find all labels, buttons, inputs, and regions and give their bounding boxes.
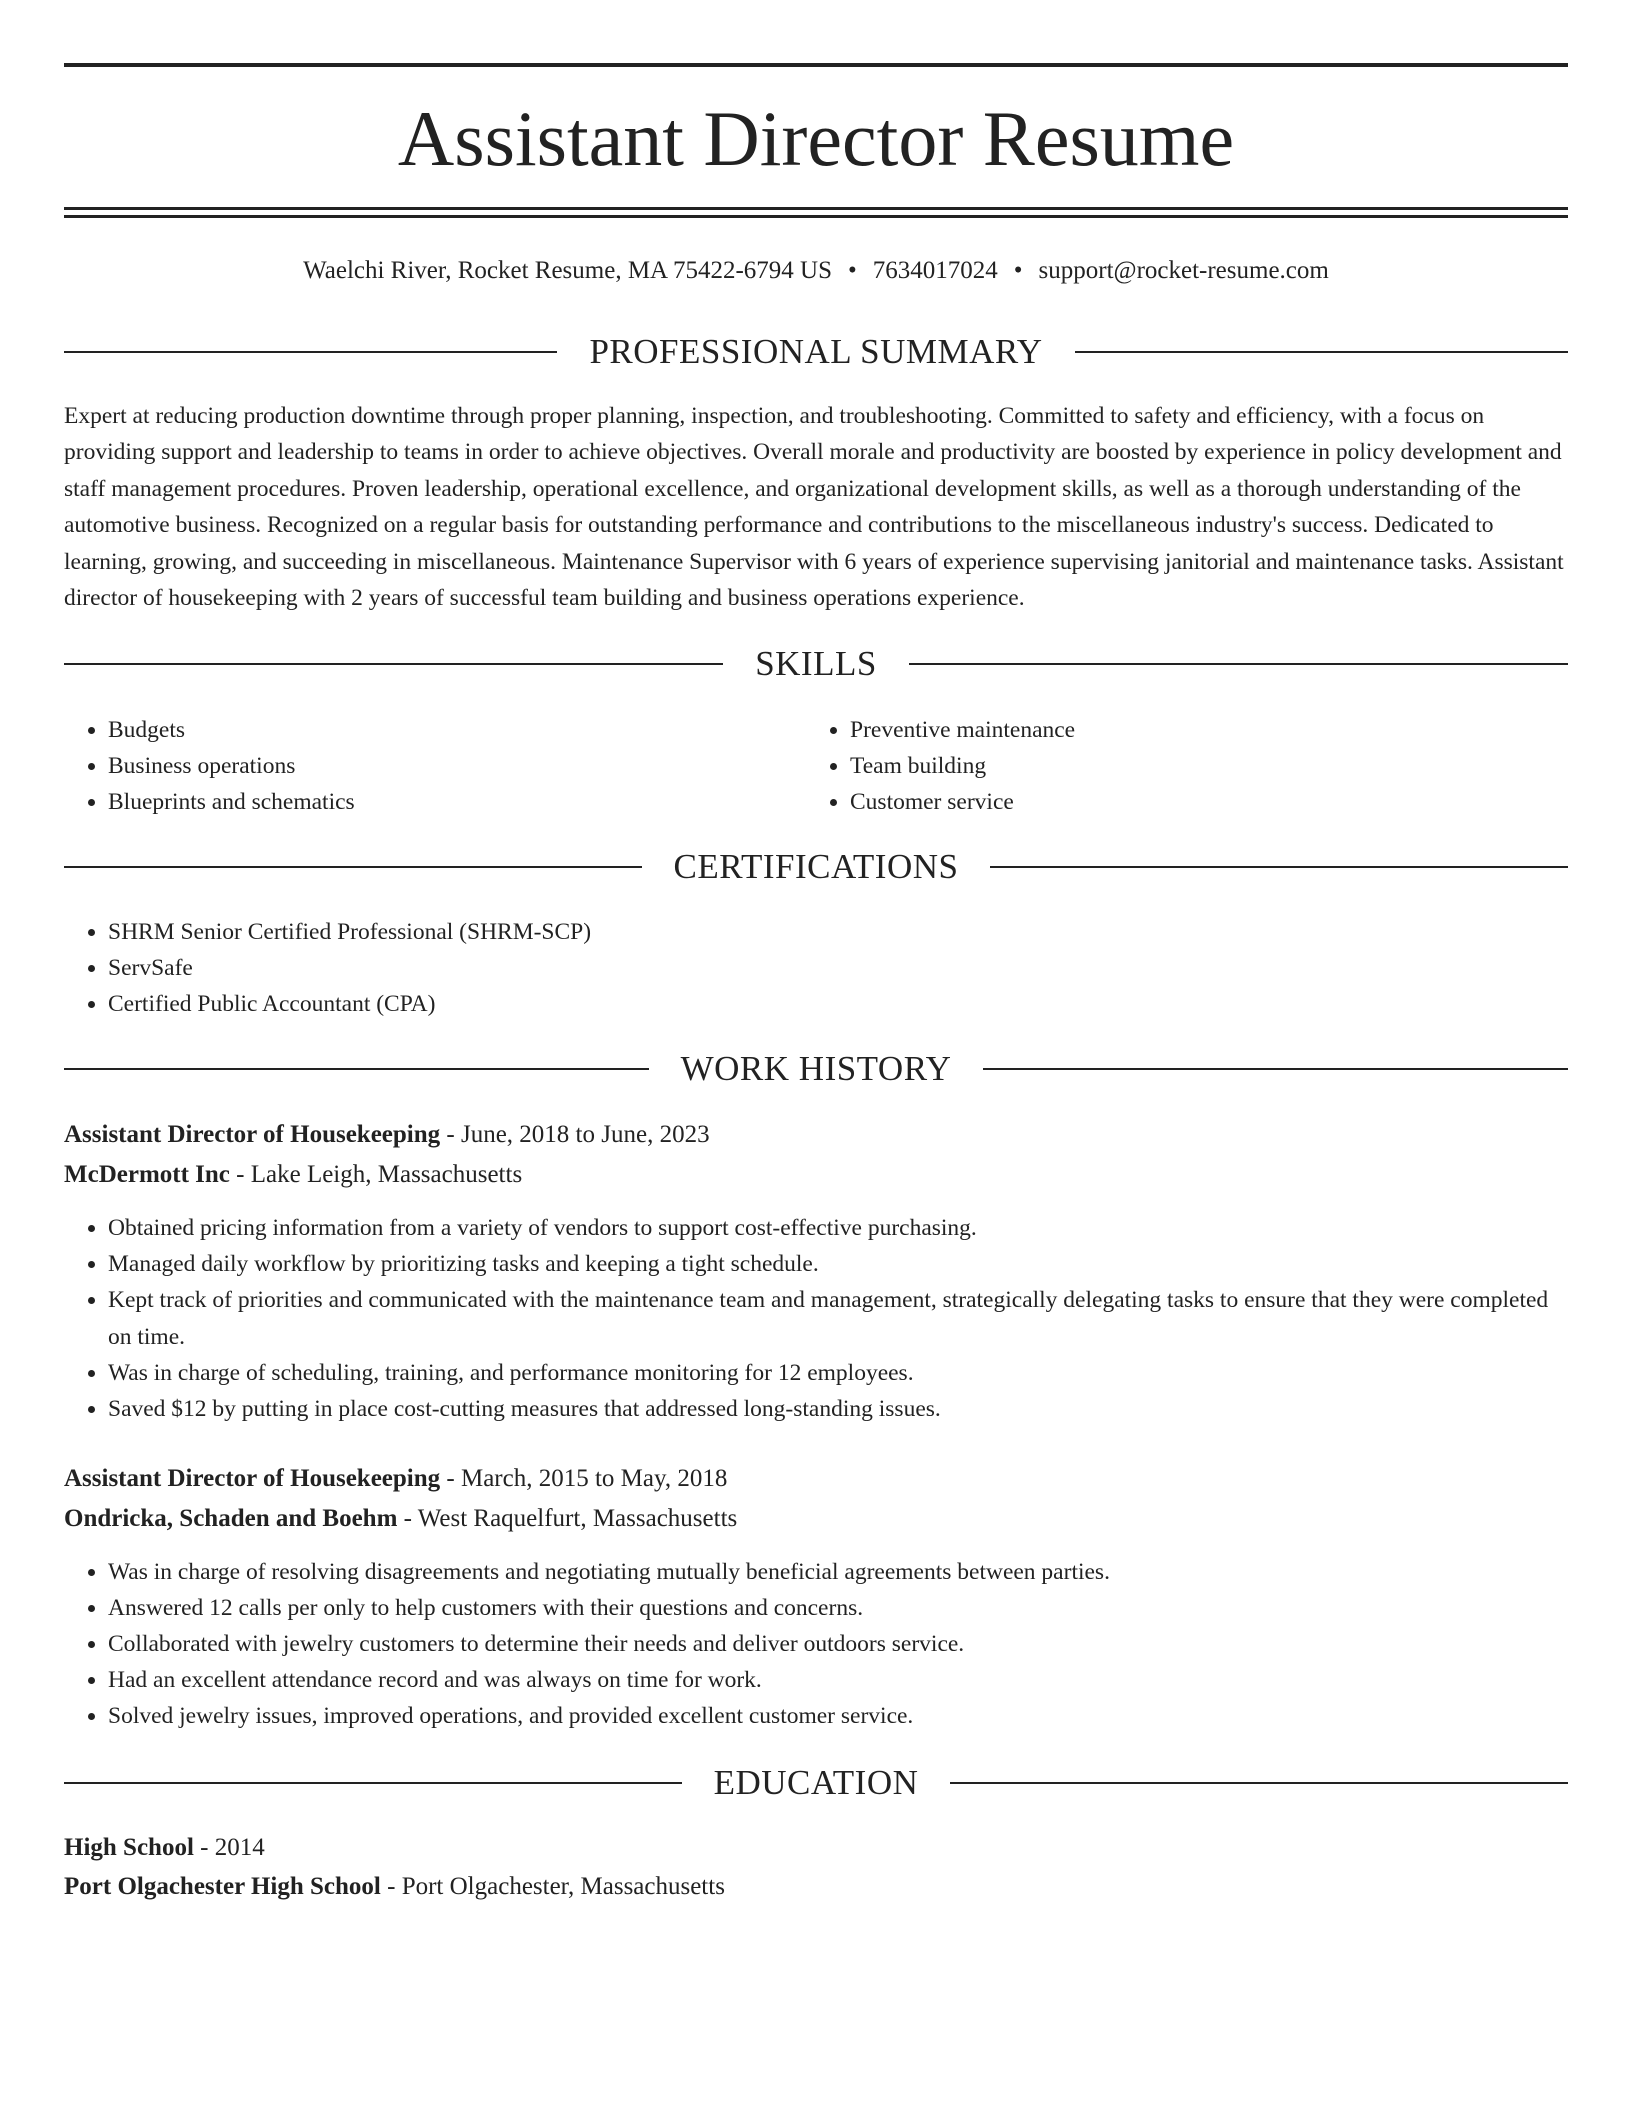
title-rule-lower <box>64 215 1568 218</box>
skills-heading <box>64 642 1568 686</box>
job-dates: - March, 2015 to May, 2018 <box>440 1465 728 1492</box>
job-company-line <box>64 1157 1568 1193</box>
heading-rule <box>64 1068 649 1070</box>
certifications-heading-label: CERTIFICATIONS <box>673 847 959 886</box>
job-title-line <box>64 1461 1568 1497</box>
heading-rule <box>64 866 642 868</box>
heading-rule <box>64 1782 682 1784</box>
skills-heading-label: SKILLS <box>755 644 877 683</box>
contact-separator: • <box>848 257 857 284</box>
job-location: - West Raquelfurt, Massachusetts <box>397 1505 738 1532</box>
job-bullet: • Managed daily workflow by prioritizing tasks and keeping a tight schedule. <box>108 1246 1568 1282</box>
skill-item: • Budgets <box>108 712 788 748</box>
contact-line <box>64 253 1568 289</box>
summary-text: Expert at reducing production downtime through proper planning, inspection, and troubleshooting. Committed to safety and efficiency, with a focus on providing support and leadership to teams in order to achieve objectives. Overall morale and productivity are boosted by experience in policy development and staff management procedures. Proven leadership, operational excellence, and organizational development skills, as well as a thorough understanding of the automotive business. Recognized on a regular basis for outstanding performance and contributions to the miscellaneous industry's success. Dedicated to learning, growing, and succeeding in miscellaneous. Maintenance Supervisor with 6 years of experience supervising janitorial and maintenance tasks. Assistant director of housekeeping with 2 years of successful team building and business operations experience. <box>64 403 1564 612</box>
skill-item: • Preventive maintenance <box>850 712 1530 748</box>
job-bullet: • Was in charge of resolving disagreements and negotiating mutually beneficial agreements between parties. <box>108 1554 1568 1590</box>
job-bullets <box>64 1210 1568 1427</box>
job-company: Ondricka, Schaden and Boehm <box>64 1505 398 1532</box>
contact-phone[interactable]: 7634017024 <box>872 257 998 284</box>
heading-rule <box>1075 351 1568 353</box>
job-company: McDermott Inc <box>64 1161 230 1188</box>
certifications-list <box>64 914 1568 1022</box>
heading-rule <box>950 1782 1568 1784</box>
certifications-heading <box>64 845 1568 889</box>
skill-item: • Customer service <box>850 784 1530 820</box>
skill-item: • Business operations <box>108 748 788 784</box>
job-bullets <box>64 1554 1568 1734</box>
contact-address: Waelchi River, Rocket Resume, MA 75422-6794 US <box>303 257 833 284</box>
job-title: Assistant Director of Housekeeping <box>64 1465 441 1492</box>
certification-item: • ServSafe <box>108 950 1568 986</box>
job-dates: - June, 2018 to June, 2023 <box>440 1121 710 1148</box>
heading-rule <box>64 663 723 665</box>
work-history-heading <box>64 1047 1568 1091</box>
summary-heading-label: PROFESSIONAL SUMMARY <box>589 332 1043 371</box>
contact-separator: • <box>1013 257 1023 284</box>
heading-rule <box>909 663 1568 665</box>
job-title: Assistant Director of Housekeeping <box>64 1121 441 1148</box>
certification-item: • Certified Public Accountant (CPA) <box>108 986 1568 1022</box>
heading-rule <box>990 866 1568 868</box>
summary-heading <box>64 330 1568 374</box>
education-heading-label: EDUCATION <box>713 1763 919 1802</box>
job-bullet: • Solved jewelry issues, improved operations, and provided excellent customer service. <box>108 1698 1568 1734</box>
education-degree-line <box>64 1830 1568 1866</box>
certification-item: • SHRM Senior Certified Professional (SHRM-SCP) <box>108 914 1568 950</box>
education-degree: High School <box>64 1834 194 1861</box>
job-title-line <box>64 1117 1568 1153</box>
job-bullet: • Was in charge of scheduling, training, and performance monitoring for 12 employees. <box>108 1355 1568 1391</box>
contact-email[interactable]: support@rocket-resume.com <box>1038 257 1329 284</box>
education-heading <box>64 1761 1568 1805</box>
job-bullet: • Kept track of priorities and communicated with the maintenance team and management, strategically delegating tasks to ensure that they were completed on time. <box>108 1282 1568 1355</box>
education-school-line <box>64 1869 1568 1905</box>
education-year: - 2014 <box>193 1834 265 1861</box>
job-bullet: • Had an excellent attendance record and was always on time for work. <box>108 1662 1568 1698</box>
job-bullet: • Obtained pricing information from a variety of vendors to support cost-effective purchasing. <box>108 1210 1568 1246</box>
job-bullet: • Answered 12 calls per only to help customers with their questions and concerns. <box>108 1590 1568 1626</box>
resume-title: Assistant Director Resume <box>397 95 1235 182</box>
title-rule-upper <box>64 207 1568 210</box>
heading-rule <box>983 1068 1568 1070</box>
skill-item: • Blueprints and schematics <box>108 784 788 820</box>
education-school: Port Olgachester High School <box>64 1873 381 1900</box>
job-location: - Lake Leigh, Massachusetts <box>229 1161 523 1188</box>
top-rule <box>64 63 1568 67</box>
job-bullet: • Saved $12 by putting in place cost-cutting measures that addressed long-standing issues. <box>108 1391 1568 1427</box>
skill-item: • Team building <box>850 748 1530 784</box>
education-location: - Port Olgachester, Massachusetts <box>380 1873 725 1900</box>
skills-list-right <box>806 712 1530 820</box>
work-history-heading-label: WORK HISTORY <box>680 1049 952 1088</box>
skills-list-left <box>64 712 788 820</box>
heading-rule <box>64 351 557 353</box>
job-company-line <box>64 1501 1568 1537</box>
job-bullet: • Collaborated with jewelry customers to determine their needs and deliver outdoors service. <box>108 1626 1568 1662</box>
